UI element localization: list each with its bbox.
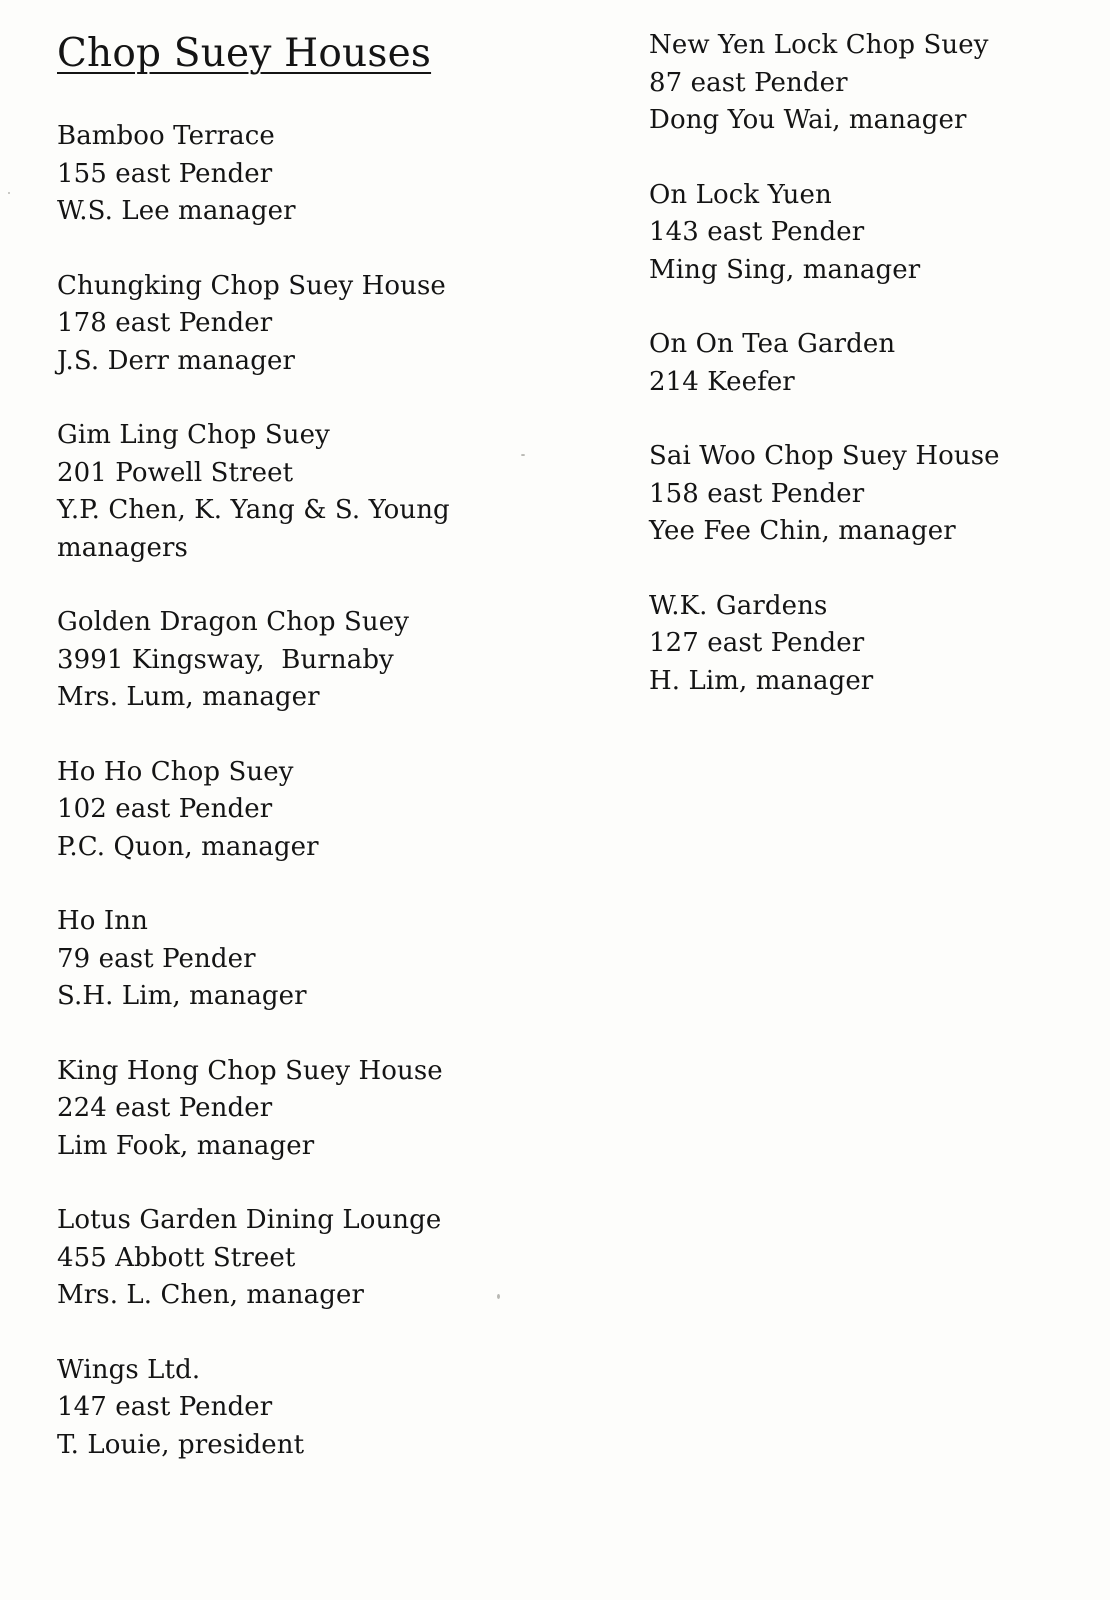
restaurant-manager: Mrs. Lum, manager xyxy=(57,682,320,712)
restaurant-entry xyxy=(57,754,557,867)
restaurant-entry xyxy=(649,438,1089,551)
restaurant-entry xyxy=(57,268,557,381)
restaurant-name: King Hong Chop Suey House xyxy=(57,1055,443,1086)
restaurant-entry xyxy=(57,604,557,717)
restaurant-address: 147 east Pender xyxy=(57,1392,273,1422)
restaurant-entry xyxy=(649,588,1089,701)
restaurant-address: 155 east Pender xyxy=(57,158,273,189)
restaurant-address: 178 east Pender xyxy=(57,308,273,338)
scan-speck xyxy=(497,1294,500,1299)
restaurant-name: Sai Woo Chop Suey House xyxy=(649,441,1000,471)
restaurant-manager: W.S. Lee manager xyxy=(57,196,296,226)
restaurant-manager: H. Lim, manager xyxy=(649,665,874,696)
restaurant-name: Lotus Garden Dining Lounge xyxy=(57,1205,442,1235)
restaurant-entry xyxy=(57,1352,557,1465)
restaurant-manager: J.S. Derr manager xyxy=(57,345,295,376)
restaurant-name: Ho Inn xyxy=(57,906,148,936)
restaurant-name: Golden Dragon Chop Suey xyxy=(57,607,409,637)
restaurant-manager: Yee Fee Chin, manager xyxy=(649,516,956,546)
scan-speck xyxy=(8,192,10,194)
restaurant-manager: Ming Sing, manager xyxy=(649,254,921,285)
restaurant-entry xyxy=(57,118,557,231)
restaurant-address: 79 east Pender xyxy=(57,943,256,974)
scan-speck xyxy=(521,454,525,456)
restaurant-entry xyxy=(649,177,1089,290)
restaurant-address: 3991 Kingsway, Burnaby xyxy=(57,644,394,675)
restaurant-address: 127 east Pender xyxy=(649,628,865,658)
restaurant-address: 102 east Pender xyxy=(57,794,273,824)
restaurant-address: 87 east Pender xyxy=(649,67,848,98)
restaurant-manager: Mrs. L. Chen, manager xyxy=(57,1280,364,1310)
restaurant-name: New Yen Lock Chop Suey xyxy=(649,30,989,60)
restaurant-name: Wings Ltd. xyxy=(57,1354,201,1385)
restaurant-entry xyxy=(57,903,557,1016)
restaurant-name: W.K. Gardens xyxy=(649,590,828,621)
restaurant-name: On On Tea Garden xyxy=(649,329,896,359)
restaurant-entry xyxy=(649,27,1089,140)
restaurant-manager: Y.P. Chen, K. Yang & S. Young xyxy=(57,495,450,525)
restaurant-manager: T. Louie, president xyxy=(57,1429,305,1460)
restaurant-name: On Lock Yuen xyxy=(649,179,832,210)
restaurant-entry xyxy=(57,1053,557,1166)
restaurant-manager: Dong You Wai, manager xyxy=(649,105,967,135)
restaurant-manager: Lim Fook, manager xyxy=(57,1130,315,1161)
restaurant-entry xyxy=(57,1202,557,1315)
restaurant-address: 201 Powell Street xyxy=(57,457,294,488)
restaurant-address: 158 east Pender xyxy=(649,478,865,509)
restaurant-entry xyxy=(649,326,1089,401)
restaurant-name: Gim Ling Chop Suey xyxy=(57,420,330,450)
restaurant-manager: S.H. Lim, manager xyxy=(57,981,307,1011)
restaurant-address: 455 Abbott Street xyxy=(57,1242,296,1273)
page-title: Chop Suey Houses xyxy=(57,31,432,76)
restaurant-name: Bamboo Terrace xyxy=(57,121,275,151)
restaurant-address: 143 east Pender xyxy=(649,217,865,247)
restaurant-entry xyxy=(57,417,557,567)
restaurant-manager: P.C. Quon, manager xyxy=(57,831,319,862)
restaurant-name: Chungking Chop Suey House xyxy=(57,270,446,301)
right-column xyxy=(649,27,1089,737)
left-column xyxy=(57,118,557,1501)
restaurant-manager-continued: managers xyxy=(57,532,189,563)
restaurant-address: 214 Keefer xyxy=(649,366,795,397)
restaurant-name: Ho Ho Chop Suey xyxy=(57,756,294,787)
restaurant-address: 224 east Pender xyxy=(57,1093,273,1123)
